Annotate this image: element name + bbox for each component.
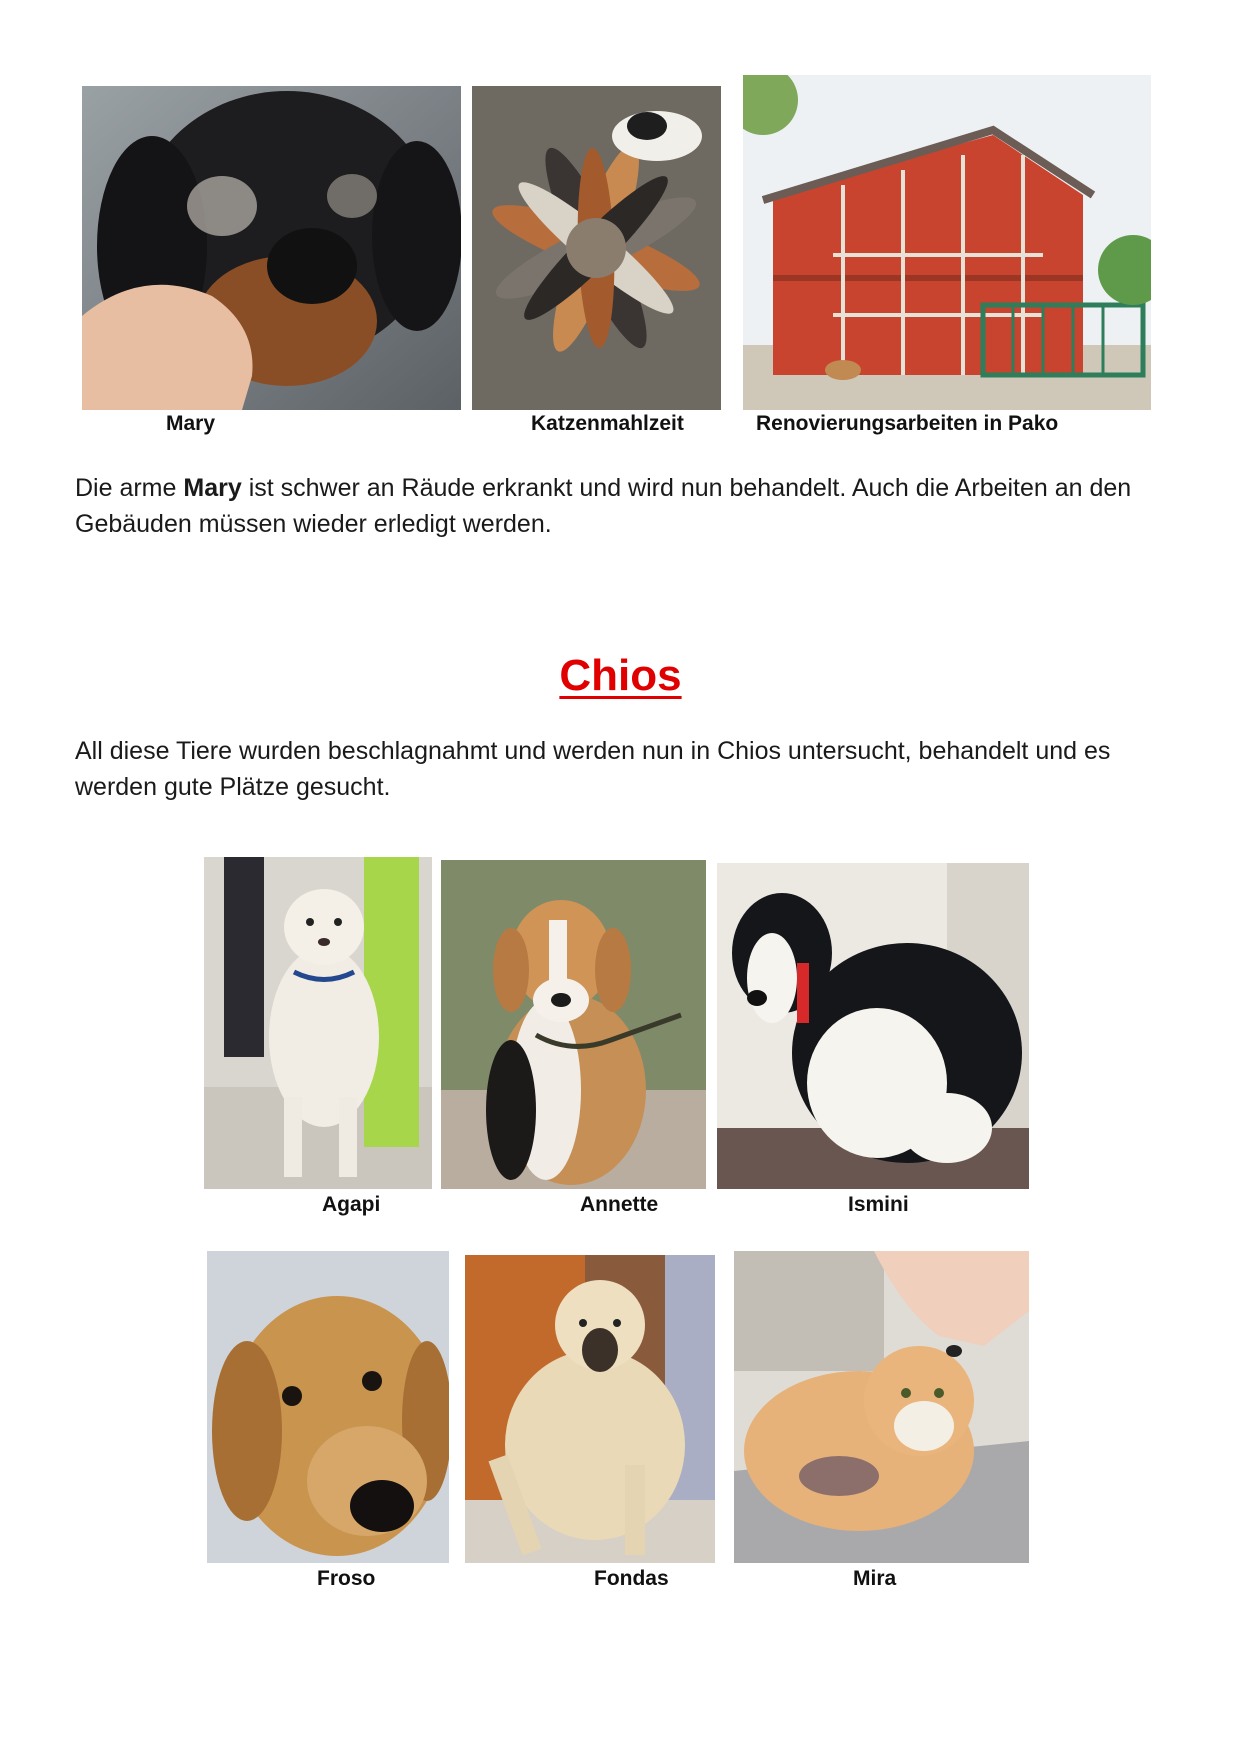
caption-froso: Froso (317, 1567, 376, 1590)
caption-fondas: Fondas (594, 1567, 669, 1590)
caption-renovierung: Renovierungsarbeiten in Pako (756, 412, 1059, 435)
mary-photo (82, 86, 461, 410)
caption-mira: Mira (853, 1567, 897, 1590)
caption-agapi: Agapi (322, 1193, 381, 1216)
froso-photo (207, 1251, 449, 1563)
section-title: Chios (559, 651, 682, 700)
intro-bold-name: Mary (183, 474, 242, 502)
mira-photo (734, 1251, 1029, 1563)
intro-text-before: Die arme (75, 474, 184, 502)
section-paragraph: All diese Tiere wurden beschlagnahmt und werden nun in Chios untersucht, behandelt und es werden gute Plätze gesucht. (75, 737, 1111, 801)
annette-photo (441, 860, 706, 1189)
caption-katzenmahlzeit: Katzenmahlzeit (531, 412, 684, 435)
renovation-photo (743, 75, 1151, 410)
agapi-photo (204, 857, 432, 1189)
intro-text-after: ist schwer an Räude erkrankt und wird nun behandelt. Auch die Arbeiten an den Gebäuden müssen wieder erledigt werden. (75, 474, 1132, 538)
caption-ismini: Ismini (848, 1193, 909, 1216)
caption-mary: Mary (166, 412, 216, 435)
cats-feeding-photo (472, 86, 721, 410)
intro-paragraph (75, 470, 1170, 542)
fondas-photo (465, 1255, 715, 1563)
caption-annette: Annette (580, 1193, 659, 1216)
ismini-photo (717, 863, 1029, 1189)
